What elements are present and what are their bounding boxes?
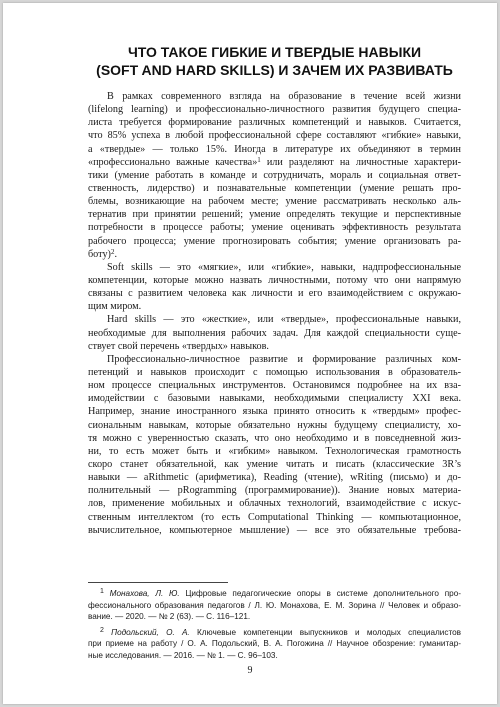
title-line-2: (SOFT AND HARD SKILLS) И ЗАЧЕМ ИХ РАЗВИВАТЬ [96, 62, 453, 78]
footnote-line: ные исследования. — 2016. — № 1. — С. 96–103. [88, 650, 278, 660]
footnote-separator [88, 582, 228, 583]
text-line: ственным интеллектом (то есть Computational Thinking — компьютационное, [88, 511, 461, 523]
footnote-line [88, 588, 461, 600]
footnote-ref-1[interactable]: 1 [257, 155, 261, 164]
text-line: а «твердые» — только 15%. Иногда в литературе их объединяют в термин [88, 143, 461, 155]
paragraph-4 [88, 353, 461, 537]
paragraph-1 [88, 90, 461, 261]
text-line: сиональным навыкам, которые обязательно нужны будущему специалисту, хо- [88, 419, 461, 431]
footnote-number: 2 [100, 626, 104, 634]
footnote-text: Цифровые педагогические опоры в системе дополнительного про- [179, 589, 462, 598]
text-line: что 85% успеха в любой профессиональной сфере составляют «гибкие» навыки, [88, 130, 461, 142]
text-line: компетенции, которые можно назвать личностными, потому что они напрямую [88, 274, 461, 286]
text-line: тя можно с уверенностью сказать, что оно необходимо и в повседневной жиз- [88, 432, 461, 444]
text-line: полнительный — pRogramming (программирование)). Знание новых материа- [88, 485, 461, 497]
text-line-with-footnote: боту)$^2$. [88, 247, 117, 260]
text-line: щим миром. [88, 301, 142, 313]
text-line: Профессионально-личностное развитие и формирование различных ком- [107, 353, 461, 365]
text-line: тики (умение работать в команде и сотрудничать, мораль и социальная ответ- [88, 169, 461, 181]
text-line: необходимые для выполнения рабочих задач. Для каждой специальности суще- [88, 327, 461, 339]
text-line: рабочего процесса; умение прогнозировать события; умение организовать ра- [88, 235, 461, 247]
footnote-line: фессионального образования педагогов / Л. Ю. Монахова, Е. М. Зорина // Человек и образо- [88, 600, 461, 610]
footnote-ref-2[interactable]: 2 [110, 247, 115, 256]
text-segment: боту) [88, 248, 111, 260]
footnote-author: Подольский, О. А. [111, 627, 190, 637]
text-line: лов, применение мобильных и облачных технологий, взаимодействие с искус- [88, 498, 461, 510]
text-segment: «профессионально важные качества» [88, 156, 258, 168]
text-line: (lifelong learning) и профессионально-личностного развития будущего специа- [88, 104, 461, 116]
title-line-1: ЧТО ТАКОЕ ГИБКИЕ И ТВЕРДЫЕ НАВЫКИ [127, 44, 422, 60]
document-page [3, 3, 497, 704]
text-line: скоро станет обязательной, как умение читать и писать (классические 3R’s [88, 458, 461, 470]
text-line: тернатив при принятии решений; умение определять текущие и перспективные [88, 209, 461, 221]
footnote-2 [88, 627, 461, 662]
page-content [88, 43, 461, 537]
footnote-text: Ключевые компетенции выпускников и молодых специалистов [189, 627, 462, 637]
text-line: ственность, лидерство) и познавательные компетенции (умение решать про- [88, 182, 461, 194]
text-line-with-footnote [88, 156, 461, 169]
chapter-title [88, 43, 461, 79]
page-number: 9 [247, 665, 253, 676]
paragraph-3 [88, 313, 461, 352]
footnote-line: вание. — 2020. — № 2 (63). — С. 116–121. [88, 612, 251, 621]
text-line: имодействии с базовыми навыками, необходимыми специалисту XXI века. [88, 393, 461, 405]
text-line: петенций и навыков происходит с помощью использования в образователь- [88, 366, 461, 378]
text-line: блемы, возникающие на рабочем месте; умение рассматривать несколько аль- [88, 196, 461, 208]
footnotes [88, 588, 461, 665]
footnote-number: 1 [100, 588, 104, 595]
footnote-line [88, 627, 461, 639]
text-line: потребности в процессе работы; умение оценивать эффективность результата [88, 222, 461, 234]
paragraph-2 [88, 261, 461, 314]
text-line: навыки — aRithmetic (арифметика), Reading (чтение), wRiting (письмо) и до- [88, 472, 461, 484]
text-line: Например, знание иностранного языка принято относить к «твердым» профес- [88, 406, 461, 418]
text-line: В рамках современного взгляда на образование в течение всей жизни [107, 91, 461, 102]
footnote-author: Монахова, Л. Ю. [109, 589, 180, 598]
text-line: листа требуется формирование различных компетенций и навыков. Считается, [88, 117, 461, 129]
text-line: ном процессе специальных инструментов. Остановимся подробнее на их вза- [88, 380, 461, 392]
text-line: ни, то есть может быть и «гибким» навыком. Технологическая грамотность [88, 445, 461, 457]
text-line: ствует свой перечень «твердых» навыков. [88, 340, 269, 352]
text-line: Soft skills — это «мягкие», или «гибкие», навыки, надпрофессиональные [107, 261, 461, 273]
text-segment: или разделяют на личностные характери- [260, 156, 461, 168]
footnote-line: при приеме на работу / О. А. Подольский, В. А. Погожина // Научное обозрение: гуманитар- [88, 639, 461, 648]
footnote-1 [88, 588, 461, 623]
text-line: связаны с развитием человека как личности и его взаимодействием с окружаю- [88, 288, 461, 300]
text-line: Hard skills — это «жесткие», или «твердые», профессиональные навыки, [107, 314, 461, 326]
text-line: вычислительное, компьютерное мышление) — все это обязательные требова- [88, 524, 461, 536]
